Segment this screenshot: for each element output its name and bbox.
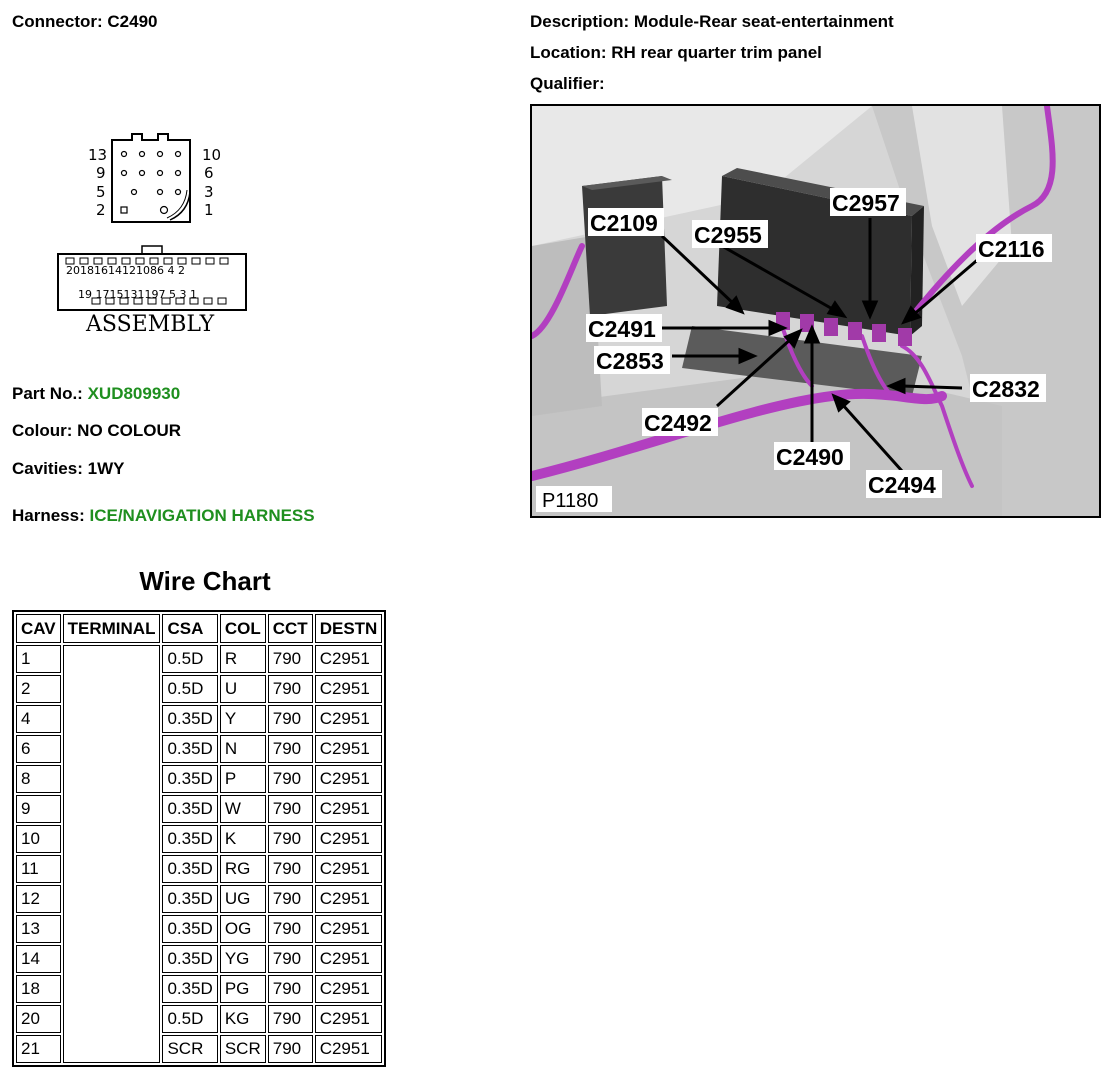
cell-cav: 9 xyxy=(16,795,61,823)
cell-csa: 0.35D xyxy=(162,915,217,943)
cell-csa: 0.35D xyxy=(162,825,217,853)
side-bottom-numbers: 19 1715131197 5 3 1 xyxy=(78,288,197,301)
pin-label-6: 6 xyxy=(204,164,214,182)
cell-col: SCR xyxy=(220,1035,266,1063)
cell-cav: 6 xyxy=(16,735,61,763)
cell-destn: C2951 xyxy=(315,735,383,763)
col-col: COL xyxy=(220,614,266,643)
colour-value: NO COLOUR xyxy=(77,421,182,440)
cavities-label: Cavities: xyxy=(12,459,83,478)
table-header-row xyxy=(16,614,382,643)
callout-c2492: C2492 xyxy=(644,410,712,436)
cell-cav: 21 xyxy=(16,1035,61,1063)
cell-col: U xyxy=(220,675,266,703)
qualifier-field xyxy=(530,74,605,94)
cell-csa: 0.35D xyxy=(162,795,217,823)
cell-destn: C2951 xyxy=(315,705,383,733)
col-terminal: TERMINAL xyxy=(63,614,161,643)
cell-csa: 0.35D xyxy=(162,945,217,973)
part-no-label: Part No.: xyxy=(12,384,83,403)
connector-face-diagram xyxy=(80,132,230,232)
location-photo xyxy=(530,104,1101,518)
harness-label: Harness: xyxy=(12,506,85,525)
table-row xyxy=(16,645,382,673)
cell-col: OG xyxy=(220,915,266,943)
cell-destn: C2951 xyxy=(315,645,383,673)
wire-chart-body xyxy=(16,645,382,1063)
cell-col: K xyxy=(220,825,266,853)
cell-col: N xyxy=(220,735,266,763)
assembly-label: ASSEMBLY xyxy=(86,312,215,337)
cell-cct: 790 xyxy=(268,825,313,853)
cell-csa: 0.35D xyxy=(162,765,217,793)
harness-field xyxy=(12,506,315,526)
cell-cct: 790 xyxy=(268,675,313,703)
pin-label-2: 2 xyxy=(96,201,106,219)
cell-cct: 790 xyxy=(268,705,313,733)
cell-cav: 8 xyxy=(16,765,61,793)
cell-destn: C2951 xyxy=(315,1005,383,1033)
cell-cct: 790 xyxy=(268,765,313,793)
cell-col: RG xyxy=(220,855,266,883)
callout-c2957: C2957 xyxy=(832,190,900,216)
pin-label-5: 5 xyxy=(96,183,106,201)
cell-cav: 11 xyxy=(16,855,61,883)
cell-cav: 14 xyxy=(16,945,61,973)
pin-label-10: 10 xyxy=(202,146,222,164)
callout-c2832: C2832 xyxy=(972,376,1040,402)
cell-cav: 10 xyxy=(16,825,61,853)
description-field xyxy=(530,12,894,32)
cell-col: UG xyxy=(220,885,266,913)
wire-chart-title: Wire Chart xyxy=(139,566,271,596)
cell-cav: 13 xyxy=(16,915,61,943)
cell-destn: C2951 xyxy=(315,855,383,883)
pin-label-3: 3 xyxy=(204,183,214,201)
cavities-value: 1WY xyxy=(87,459,125,478)
location-illustration xyxy=(532,106,1099,516)
description-value: Module-Rear seat-entertainment xyxy=(633,12,894,31)
cell-cav: 20 xyxy=(16,1005,61,1033)
cell-cct: 790 xyxy=(268,915,313,943)
cavities-field xyxy=(12,459,124,479)
col-csa: CSA xyxy=(162,614,217,643)
cell-csa: 0.35D xyxy=(162,855,217,883)
connector-label: Connector: xyxy=(12,12,103,31)
cell-cav: 2 xyxy=(16,675,61,703)
cell-csa: 0.35D xyxy=(162,735,217,763)
callout-c2491: C2491 xyxy=(588,316,656,342)
part-no-value[interactable]: XUD809930 xyxy=(87,384,181,403)
cell-cct: 790 xyxy=(268,795,313,823)
cell-destn: C2951 xyxy=(315,765,383,793)
pin-label-1: 1 xyxy=(204,201,214,219)
cell-cct: 790 xyxy=(268,735,313,763)
cell-csa: SCR xyxy=(162,1035,217,1063)
col-cct: CCT xyxy=(268,614,313,643)
location-field xyxy=(530,43,822,63)
description-label: Description: xyxy=(530,12,630,31)
cell-cav: 12 xyxy=(16,885,61,913)
cell-csa: 0.35D xyxy=(162,975,217,1003)
connector-value: C2490 xyxy=(107,12,158,31)
cell-destn: C2951 xyxy=(315,915,383,943)
cell-col: PG xyxy=(220,975,266,1003)
callout-c2494: C2494 xyxy=(868,472,936,498)
pin-label-13: 13 xyxy=(88,146,108,164)
location-value: RH rear quarter trim panel xyxy=(611,43,822,62)
wire-chart-table xyxy=(12,610,386,1067)
col-cav: CAV xyxy=(16,614,61,643)
cell-destn: C2951 xyxy=(315,885,383,913)
colour-label: Colour: xyxy=(12,421,73,440)
cell-cct: 790 xyxy=(268,645,313,673)
cell-cav: 18 xyxy=(16,975,61,1003)
cell-destn: C2951 xyxy=(315,945,383,973)
pin-label-9: 9 xyxy=(96,164,106,182)
cell-csa: 0.5D xyxy=(162,645,217,673)
cell-destn: C2951 xyxy=(315,825,383,853)
side-top-numbers: 20181614121086 4 2 xyxy=(66,264,185,277)
cell-col: KG xyxy=(220,1005,266,1033)
cell-col: YG xyxy=(220,945,266,973)
callout-c2116: C2116 xyxy=(978,236,1045,262)
cell-destn: C2951 xyxy=(315,675,383,703)
cell-csa: 0.5D xyxy=(162,675,217,703)
cell-destn: C2951 xyxy=(315,795,383,823)
callout-c2955: C2955 xyxy=(694,222,762,248)
harness-value[interactable]: ICE/NAVIGATION HARNESS xyxy=(89,506,315,525)
part-no-field xyxy=(12,384,180,404)
location-label: Location: xyxy=(530,43,607,62)
cell-cav: 4 xyxy=(16,705,61,733)
callout-c2490: C2490 xyxy=(776,444,844,470)
cell-csa: 0.35D xyxy=(162,705,217,733)
cell-cct: 790 xyxy=(268,885,313,913)
callout-c2853: C2853 xyxy=(596,348,664,374)
col-destn: DESTN xyxy=(315,614,383,643)
figure-id: P1180 xyxy=(542,490,599,512)
cell-col: W xyxy=(220,795,266,823)
cell-csa: 0.35D xyxy=(162,885,217,913)
callout-c2109: C2109 xyxy=(590,210,658,236)
cell-csa: 0.5D xyxy=(162,1005,217,1033)
cell-cct: 790 xyxy=(268,945,313,973)
cell-destn: C2951 xyxy=(315,1035,383,1063)
cell-cct: 790 xyxy=(268,975,313,1003)
cell-cct: 790 xyxy=(268,1005,313,1033)
cell-col: Y xyxy=(220,705,266,733)
cell-col: R xyxy=(220,645,266,673)
qualifier-label: Qualifier: xyxy=(530,74,605,93)
cell-cav: 1 xyxy=(16,645,61,673)
cell-terminal xyxy=(63,645,161,1063)
cell-col: P xyxy=(220,765,266,793)
colour-field xyxy=(12,421,181,441)
cell-cct: 790 xyxy=(268,1035,313,1063)
cell-cct: 790 xyxy=(268,855,313,883)
cell-destn: C2951 xyxy=(315,975,383,1003)
connector-field xyxy=(12,12,158,32)
